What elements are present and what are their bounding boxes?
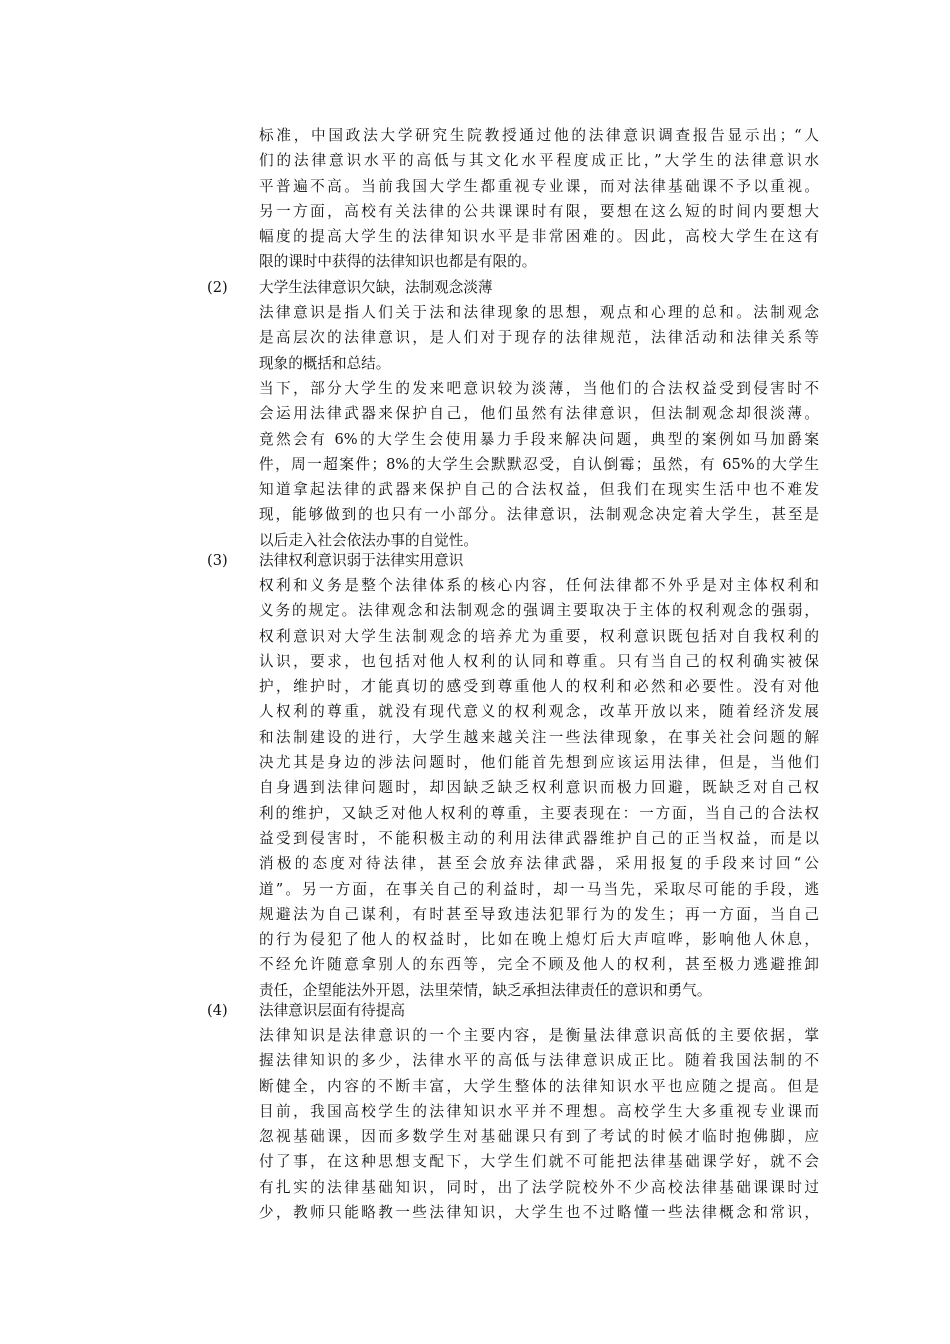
text-line: 护，维护时，才能真切的感受到尊重他人的权利和必然和必要性。没有对他 <box>259 678 819 696</box>
text-line: 规避法为自己谋利，有时甚至导致违法犯罪行为的发生；再一方面，当自己 <box>259 905 819 923</box>
text-line: 和法制建设的进行，大学生越来越关注一些法律现象，在事关社会问题的解 <box>259 728 819 746</box>
section-heading-3 <box>0 548 820 573</box>
text-line: 是高层次的法律意识，是人们对于现存的法律规范，法律活动和法律关系等 <box>259 329 819 347</box>
section-title: 大学生法律意识欠缺，法制观念淡薄 <box>259 279 493 296</box>
text-line: 道”。另一方面，在事关自己的利益时，却一马当先，采取尽可能的手段，逃 <box>259 880 819 898</box>
text-line: 限的课时中获得的法律知识也都是有限的。 <box>259 253 537 271</box>
text-line: 握法律知识的多少，法律水平的高低与法律意识成正比。随着我国法制的不 <box>259 1052 819 1070</box>
section-number: (4) <box>207 1002 228 1019</box>
text-line: 现象的概括和总结。 <box>259 354 391 372</box>
text-line: 权利意识对大学生法制观念的培养尤为重要，权利意识既包括对自我权利的 <box>259 627 819 645</box>
paragraph-2b <box>259 376 819 553</box>
text-line: 自身遇到法律问题时，却因缺乏缺乏权利意识而极力回避，既缺乏对自己权 <box>259 779 819 797</box>
text-line: 利的维护，又缺乏对他人权利的尊重，主要表现在：一方面，当自己的合法权 <box>259 804 819 822</box>
text-line: 付了事，在这种思想支配下，大学生们就不可能把法律基础课学好，就不会 <box>259 1153 819 1171</box>
text-line: 责任，企望能法外开恩，法里荣情，缺乏承担法律责任的意识和勇气。 <box>259 981 712 999</box>
text-line: 法律知识是法律意识的一个主要内容，是衡量法律意识高低的主要依据，掌 <box>259 1027 819 1044</box>
text-line: 的行为侵犯了他人的权益时，比如在晚上熄灯后大声喧哗，影响他人休息， <box>259 931 819 949</box>
text-line: 不经允许随意拿别人的东西等，完全不顾及他人的权利，甚至极力逃避推卸 <box>259 956 819 974</box>
text-line: 有扎实的法律基础知识，同时，出了法学院校外不少高校法律基础课课时过 <box>259 1178 819 1196</box>
text-line: 义务的规定。法律观念和法制观念的强调主要取决于主体的权利观念的强弱， <box>259 602 819 620</box>
text-line: 们的法律意识水平的高低与其文化水平程度成正比，”大学生的法律意识水 <box>259 152 819 170</box>
text-line: 以后走入社会依法办事的自觉性。 <box>259 531 478 549</box>
text-line: 平普遍不高。当前我国大学生都重视专业课，而对法律基础课不予以重视。 <box>259 177 819 195</box>
text-line: 现，能够做到的也只有一小部分。法律意识，法制观念决定着大学生，甚至是 <box>259 506 819 524</box>
text-line: 权利和义务是整个法律体系的核心内容，任何法律都不外乎是对主体权利和 <box>259 577 819 594</box>
text-line: 益受到侵害时，不能积极主动的利用法律武器维护自己的正当权益，而是以 <box>259 829 819 847</box>
text-line: 知道拿起法律的武器来保护自己的合法权益，但我们在现实生活中也不难发 <box>259 481 819 499</box>
text-line: 忽视基础课，因而多数学生对基础课只有到了考试的时候才临时抱佛脚，应 <box>259 1128 819 1146</box>
section-heading-2 <box>0 275 820 300</box>
text-line: 少，教师只能略教一些法律知识，大学生也不过略懂一些法律概念和常识， <box>259 1204 819 1222</box>
section-heading-4 <box>0 998 820 1023</box>
text-line: 会运用法律武器来保护自己，他们虽然有法律意识，但法制观念却很淡薄。 <box>259 405 819 423</box>
text-line: 目前，我国高校学生的法律知识水平并不理想。高校学生大多重视专业课而 <box>259 1102 819 1120</box>
paragraph-4 <box>259 1023 819 1225</box>
text-line: 另一方面，高校有关法律的公共课课时有限，要想在这么短的时间内要想大 <box>259 202 819 220</box>
text-line: 断健全，内容的不断丰富，大学生整体的法律知识水平也应随之提高。但是 <box>259 1077 819 1095</box>
text-line: 当下，部分大学生的发来吧意识较为淡薄，当他们的合法权益受到侵害时不 <box>259 380 819 397</box>
section-number: (3) <box>207 552 228 569</box>
text-line: 竟然会有 6%的大学生会使用暴力手段来解决问题，典型的案例如马加爵案 <box>259 430 819 448</box>
text-line: 法律意识是指人们关于法和法律现象的思想，观点和心理的总和。法制观念 <box>259 304 819 321</box>
paragraph-2a <box>259 300 819 376</box>
paragraph-3 <box>259 573 819 1003</box>
paragraph-intro <box>259 123 819 275</box>
text-line: 消极的态度对待法律，甚至会放弃法律武器，采用报复的手段来讨回“公 <box>259 855 819 873</box>
text-line: 人权利的尊重，就没有现代意义的权利观念，改革开放以来，随着经济发展 <box>259 703 819 721</box>
text-line: 决尤其是身边的涉法问题时，他们能首先想到应该运用法律，但是，当他们 <box>259 754 819 772</box>
section-number: (2) <box>207 279 228 296</box>
text-line: 件，周一超案件；8%的大学生会默默忍受，自认倒霉；虽然，有 65%的大学生 <box>259 455 819 473</box>
section-title: 法律意识层面有待提高 <box>259 1002 405 1019</box>
text-line: 标准，中国政法大学研究生院教授通过他的法律意识调查报告显示出；“人 <box>259 127 819 144</box>
section-title: 法律权利意识弱于法律实用意识 <box>259 552 464 569</box>
text-line: 幅度的提高大学生的法律知识水平是非常困难的。因此，高校大学生在这有 <box>259 228 819 246</box>
text-line: 认识，要求，也包括对他人权利的认同和尊重。只有当自己的权利确实被保 <box>259 652 819 670</box>
